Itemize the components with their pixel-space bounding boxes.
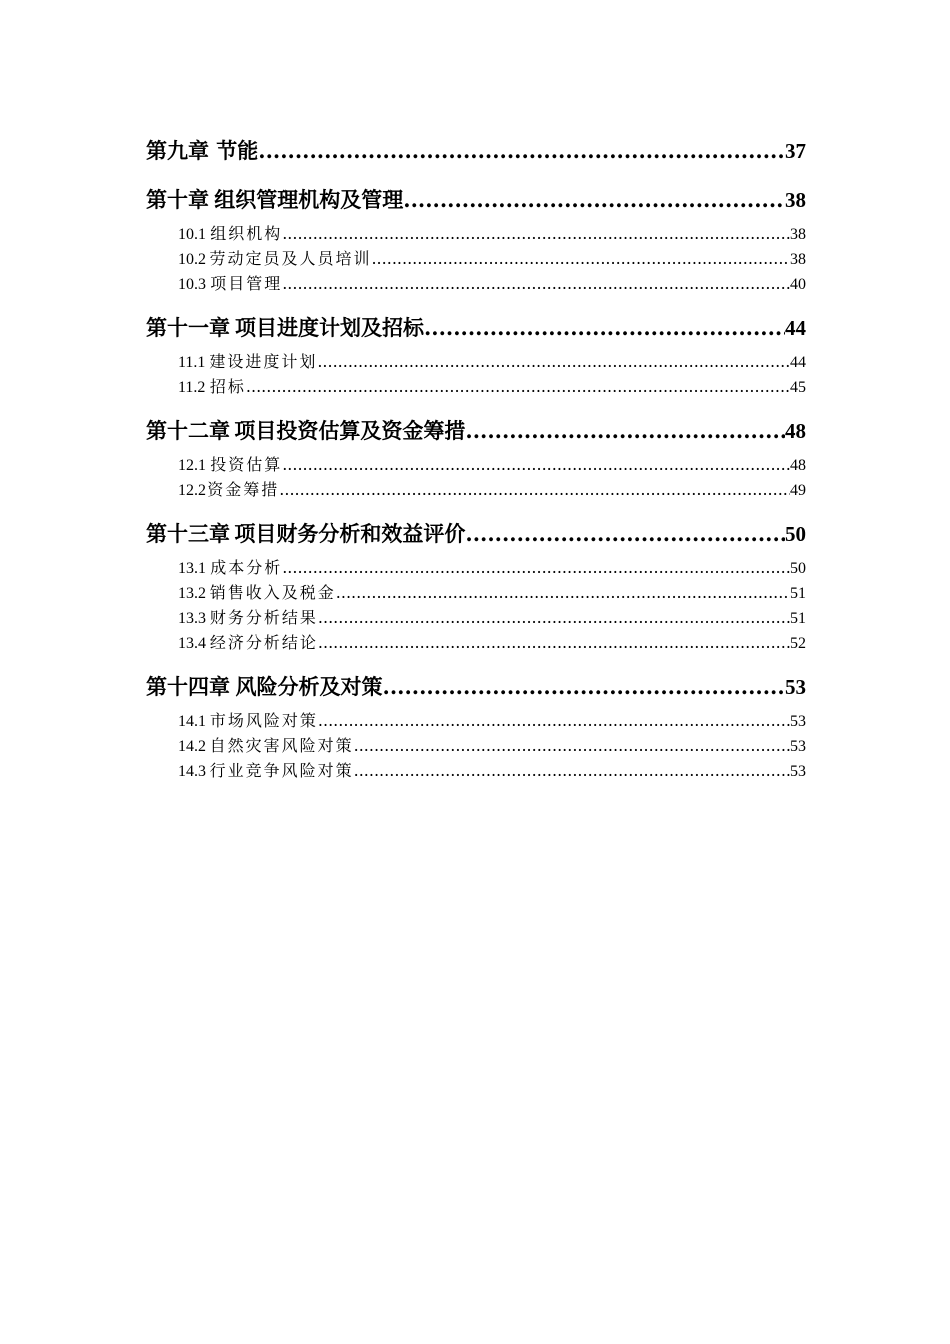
section-title: 组织机构: [210, 224, 283, 243]
dot-leader: [403, 183, 785, 217]
section-title: 劳动定员及人员培训: [209, 249, 372, 268]
dot-leader: [336, 580, 790, 605]
section-title: 经济分析结论: [209, 633, 318, 652]
chapter-page-number: 44: [785, 316, 806, 340]
section-page-number: 45: [790, 379, 806, 396]
dot-leader: [383, 670, 785, 704]
chapter-title: 项目投资估算及资金筹措: [234, 419, 466, 443]
chapter-page-number: 37: [785, 139, 806, 163]
chapter-title: 节能: [216, 139, 259, 163]
section-number: 13.4: [178, 635, 206, 652]
toc-section-group: [146, 349, 806, 399]
toc-section-entry[interactable]: [146, 452, 806, 477]
chapter-label: 第十章: [146, 188, 209, 212]
section-number: 10.1: [178, 226, 206, 243]
section-title: 销售收入及税金: [209, 583, 336, 602]
chapter-title: 组织管理机构及管理: [214, 188, 404, 212]
section-number: 11.2: [178, 379, 206, 396]
section-title: 投资估算: [210, 455, 283, 474]
section-title: 自然灾害风险对策: [209, 736, 354, 755]
dot-leader: [354, 733, 790, 758]
toc-chapter-entry[interactable]: [146, 183, 806, 217]
section-number: 14.2: [178, 738, 206, 755]
chapter-page-number: 53: [785, 675, 806, 699]
dot-leader: [282, 555, 790, 580]
dot-leader: [465, 517, 785, 551]
section-page-number: 38: [790, 226, 806, 243]
section-page-number: 53: [790, 713, 806, 730]
chapter-label: 第九章: [146, 139, 209, 163]
section-number: 11.1: [178, 354, 206, 371]
section-page-number: 40: [790, 276, 806, 293]
section-page-number: 38: [790, 251, 806, 268]
toc-section-entry[interactable]: [146, 630, 806, 655]
chapter-title: 风险分析及对策: [235, 675, 383, 699]
chapter-page-number: 38: [785, 188, 806, 212]
section-page-number: 53: [790, 738, 806, 755]
chapter-label: 第十四章: [146, 675, 230, 699]
toc-chapter-entry[interactable]: [146, 517, 806, 551]
chapter-page-number: 50: [785, 522, 806, 546]
dot-leader: [371, 246, 790, 271]
dot-leader: [424, 311, 785, 345]
table-of-contents: [146, 134, 806, 783]
toc-section-entry[interactable]: [146, 349, 806, 374]
dot-leader: [282, 221, 790, 246]
section-number: 12.2: [178, 482, 206, 499]
section-number: 10.2: [178, 251, 206, 268]
dot-leader: [318, 708, 790, 733]
toc-section-group: [146, 452, 806, 502]
section-page-number: 48: [790, 457, 806, 474]
dot-leader: [282, 452, 790, 477]
dot-leader: [246, 374, 790, 399]
toc-section-entry[interactable]: [146, 555, 806, 580]
dot-leader: [318, 605, 790, 630]
chapter-label: 第十二章: [146, 419, 230, 443]
toc-chapter-entry[interactable]: [146, 311, 806, 345]
chapter-title: 项目财务分析和效益评价: [234, 522, 466, 546]
toc-section-entry[interactable]: [146, 246, 806, 271]
toc-section-entry[interactable]: [146, 758, 806, 783]
section-page-number: 53: [790, 763, 806, 780]
dot-leader: [465, 414, 785, 448]
toc-section-group: [146, 708, 806, 783]
chapter-title: 项目进度计划及招标: [234, 316, 424, 340]
toc-section-group: [146, 221, 806, 296]
dot-leader: [317, 349, 790, 374]
toc-section-entry[interactable]: [146, 374, 806, 399]
toc-section-entry[interactable]: [146, 733, 806, 758]
section-number: 13.2: [178, 585, 206, 602]
toc-section-entry[interactable]: [146, 271, 806, 296]
chapter-page-number: 48: [785, 419, 806, 443]
dot-leader: [318, 630, 790, 655]
dot-leader: [282, 271, 790, 296]
chapter-label: 第十三章: [146, 522, 230, 546]
section-title: 市场风险对策: [209, 711, 318, 730]
section-title: 成本分析: [210, 558, 283, 577]
toc-chapter-entry[interactable]: [146, 670, 806, 704]
section-title: 财务分析结果: [209, 608, 318, 627]
section-number: 14.1: [178, 713, 206, 730]
dot-leader: [258, 134, 785, 168]
toc-section-entry[interactable]: [146, 708, 806, 733]
dot-leader: [279, 477, 790, 502]
toc-section-entry[interactable]: [146, 605, 806, 630]
section-page-number: 44: [790, 354, 806, 371]
section-page-number: 50: [790, 560, 806, 577]
toc-section-group: [146, 555, 806, 655]
section-page-number: 52: [790, 635, 806, 652]
section-page-number: 49: [790, 482, 806, 499]
section-number: 10.3: [178, 276, 206, 293]
toc-section-entry[interactable]: [146, 580, 806, 605]
section-title: 项目管理: [210, 274, 283, 293]
section-number: 14.3: [178, 763, 206, 780]
section-title: 建设进度计划: [209, 352, 318, 371]
section-title: 资金筹措: [207, 480, 280, 499]
toc-section-entry[interactable]: [146, 221, 806, 246]
toc-chapter-entry[interactable]: [146, 134, 806, 168]
toc-chapter-entry[interactable]: [146, 414, 806, 448]
section-number: 13.1: [178, 560, 206, 577]
section-title: 招标: [209, 377, 246, 396]
dot-leader: [354, 758, 790, 783]
section-number: 12.1: [178, 457, 206, 474]
section-number: 13.3: [178, 610, 206, 627]
section-page-number: 51: [790, 585, 806, 602]
section-page-number: 51: [790, 610, 806, 627]
chapter-label: 第十一章: [146, 316, 230, 340]
toc-section-entry[interactable]: [146, 477, 806, 502]
section-title: 行业竞争风险对策: [209, 761, 354, 780]
